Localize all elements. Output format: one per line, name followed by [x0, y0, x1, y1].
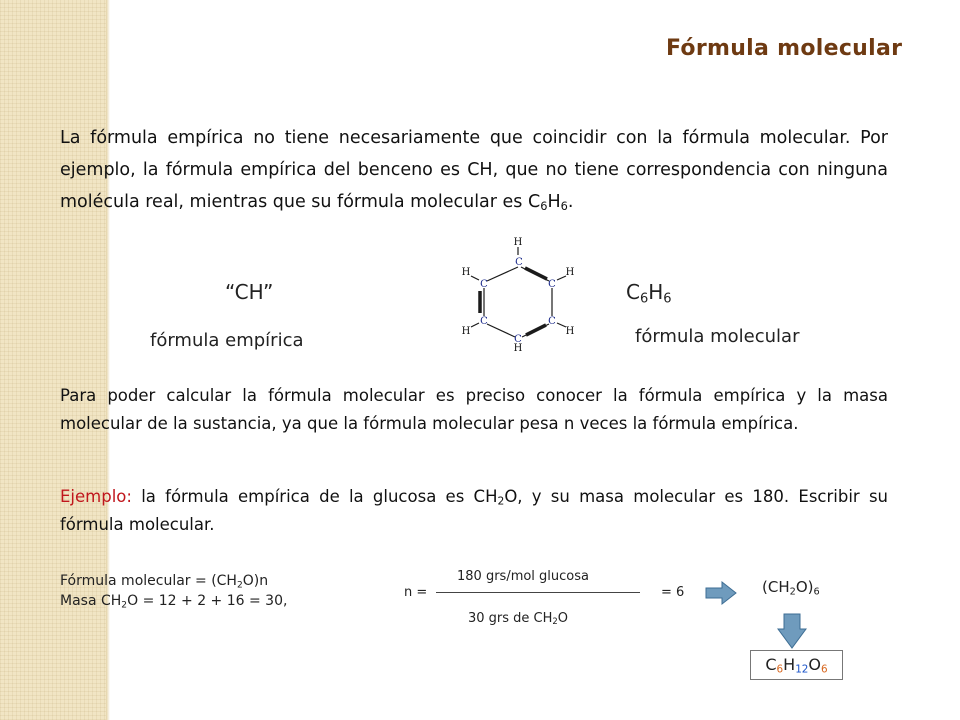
example-text-1: la fórmula empírica de la glucosa es CH — [131, 487, 498, 506]
benzene-structure — [446, 230, 596, 354]
atom-h-bottom-right: H — [565, 326, 575, 337]
atom-c-bottom: C — [514, 334, 522, 345]
example-subscript: 2 — [497, 494, 505, 508]
intro-text: La fórmula empírica no tiene necesariamente que coincidir con la fórmula molecular. Por ejemplo, la fórmula empírica del benceno es CH, que no tiene correspondencia con ninguna molécula real, mientras que su fórmula molecular es C — [60, 128, 888, 212]
final-c: C — [765, 655, 777, 674]
calc-line1-sub: 2 — [236, 580, 243, 591]
equals-six: = 6 — [661, 585, 685, 600]
result-formula — [762, 578, 820, 596]
empirical-formula-ch: “CH” — [225, 280, 274, 304]
example-paragraph — [60, 483, 888, 539]
result-sub: 2 — [789, 586, 796, 598]
atom-h-top-right: H — [565, 267, 575, 278]
calc-line2-sub: 2 — [121, 600, 128, 611]
atom-c-bottom-right: C — [548, 316, 556, 327]
final-n3: 6 — [821, 663, 828, 676]
down-arrow-icon — [778, 614, 806, 648]
result-n: 6 — [813, 586, 820, 598]
calc-line1-b: O)n — [242, 573, 269, 589]
atom-c-top-left: C — [480, 279, 488, 290]
fraction-numerator: 180 grs/mol glucosa — [457, 569, 589, 584]
atom-c-top-right: C — [548, 279, 556, 290]
denominator-b: O — [557, 611, 569, 626]
atom-h-bottom-left: H — [461, 326, 471, 337]
n-equals-label: n = — [404, 585, 428, 600]
c6h6-n1: 6 — [639, 291, 649, 307]
intro-subscript-h: 6 — [560, 198, 568, 213]
atom-c-bottom-left: C — [480, 316, 488, 327]
calc-line-mass — [60, 591, 287, 611]
fraction-denominator — [468, 611, 568, 626]
intro-h: H — [547, 192, 561, 212]
result-a: (CH — [762, 578, 790, 596]
c6h6-n2: 6 — [663, 291, 672, 307]
calculation-block — [60, 571, 287, 611]
atom-c-top: C — [515, 257, 523, 268]
final-formula-box — [750, 650, 843, 680]
slide-title: Fórmula molecular — [666, 36, 903, 61]
fraction-line — [436, 592, 640, 593]
molecular-formula-c6h6 — [626, 280, 672, 307]
right-arrow-icon — [706, 582, 736, 604]
atom-h-bottom: H — [513, 343, 523, 354]
denominator-sub: 2 — [552, 616, 558, 627]
explanation-paragraph: Para poder calcular la fórmula molecular es preciso conocer la fórmula empírica y la masa molecular de la sustancia, ya que la fórmula molecular pesa n veces la fórmula empírica. — [60, 386, 888, 433]
intro-end: . — [567, 192, 574, 212]
final-o: O — [808, 655, 822, 674]
atom-h-top-left: H — [461, 267, 471, 278]
calc-line2-a: Masa CH — [60, 593, 122, 609]
c6h6-c: C — [626, 280, 640, 304]
c6h6-h: H — [648, 280, 664, 304]
empirical-formula-label: fórmula empírica — [150, 330, 304, 351]
sidebar-edge — [106, 0, 110, 720]
denominator-a: 30 grs de CH — [468, 611, 553, 626]
final-n2: 12 — [795, 663, 809, 676]
calc-line2-b: O = 12 + 2 + 16 = 30, — [127, 593, 288, 609]
molecular-formula-label: fórmula molecular — [635, 326, 800, 347]
result-b: O) — [795, 578, 814, 596]
final-h: H — [783, 655, 796, 674]
decorative-sidebar — [0, 0, 106, 720]
intro-subscript-c: 6 — [540, 198, 548, 213]
calc-line1-a: Fórmula molecular = (CH — [60, 573, 237, 589]
example-text-2: O, y su masa molecular es 180. Escribir su fórmula molecular. — [60, 487, 888, 534]
atom-h-top: H — [513, 237, 523, 248]
calc-line-formula — [60, 571, 287, 591]
final-n1: 6 — [776, 663, 784, 676]
example-label: Ejemplo: — [60, 487, 132, 506]
intro-paragraph — [60, 122, 888, 218]
